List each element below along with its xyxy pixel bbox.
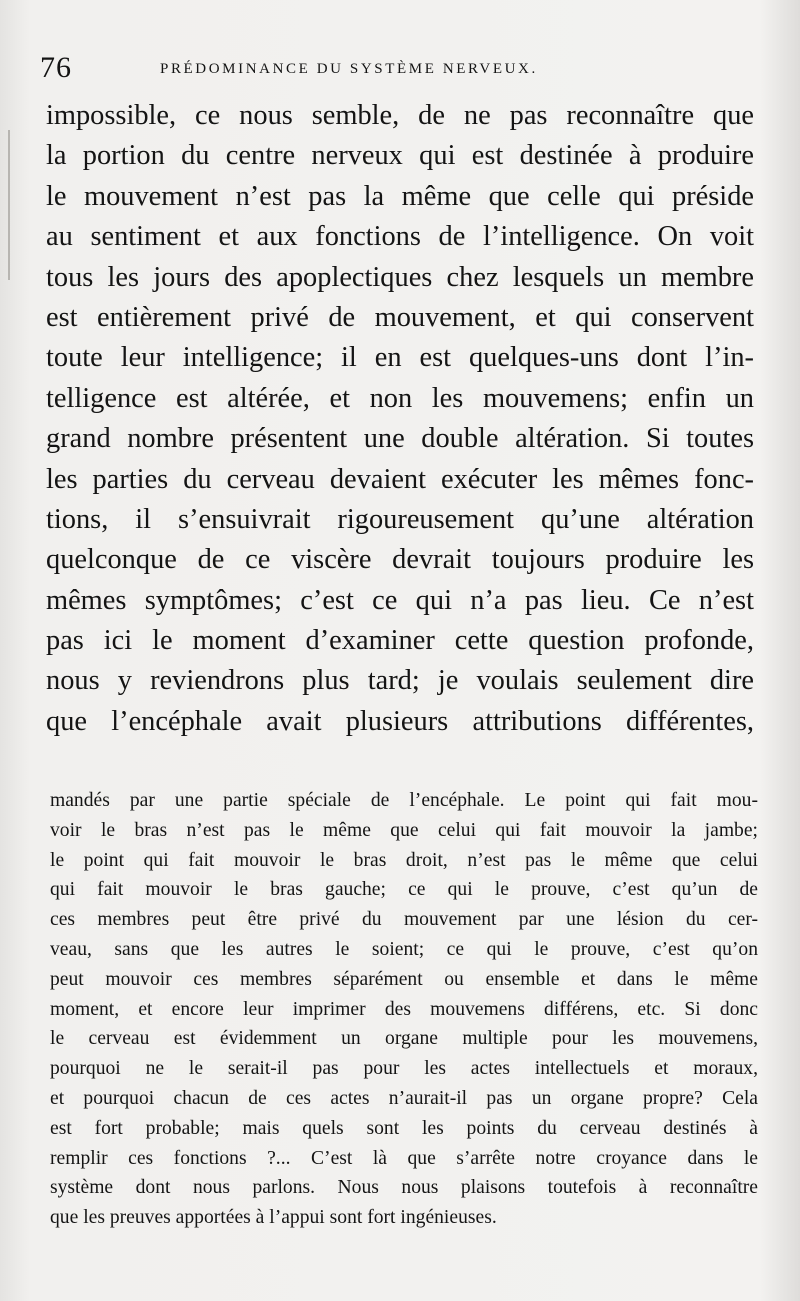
footnote-line: moment, et encore leur imprimer des mouvemens différens, etc. Si donc: [50, 998, 758, 1020]
margin-shadow: [8, 130, 10, 280]
footnote-line: le cerveau est évidemment un organe multiple pour les mouvemens,: [50, 1028, 758, 1050]
running-head: [40, 50, 740, 86]
page-number: 76: [40, 51, 72, 84]
main-text-line: grand nombre présentent une double altération. Si toutes: [46, 423, 754, 455]
footnote-line: remplir ces fonctions ?... C’est là que s’arrête notre croyance dans le: [50, 1147, 758, 1169]
footnote-line: pourquoi ne le serait-il pas pour les actes intellectuels et moraux,: [50, 1058, 758, 1080]
main-text-line: que l’encéphale avait plusieurs attributions différentes,: [46, 705, 754, 737]
footnote-line: le point qui fait mouvoir le bras droit, n’est pas le même que celui: [50, 849, 758, 871]
footnote-line: est fort probable; mais quels sont les points du cerveau destinés à: [50, 1117, 758, 1139]
running-title: PRÉDOMINANCE DU SYSTÈME NERVEUX.: [160, 61, 538, 77]
footnote-line: veau, sans que les autres le soient; ce qui le prouve, c’est qu’on: [50, 938, 758, 960]
main-text-line: toute leur intelligence; il en est quelques-uns dont l’in-: [46, 342, 754, 374]
main-text-line: mêmes symptômes; c’est ce qui n’a pas lieu. Ce n’est: [46, 584, 754, 616]
main-text-line: pas ici le moment d’examiner cette question profonde,: [46, 625, 754, 657]
footnote-line: système dont nous parlons. Nous nous plaisons toutefois à reconnaître: [50, 1177, 758, 1199]
footnote-line: voir le bras n’est pas le même que celui qui fait mouvoir la jambe;: [50, 819, 758, 841]
main-text-line: la portion du centre nerveux qui est destinée à produire: [46, 140, 754, 172]
main-text-line: nous y reviendrons plus tard; je voulais seulement dire: [46, 665, 754, 697]
main-text-line: quelconque de ce viscère devrait toujours produire les: [46, 544, 754, 576]
footnote-line: et pourquoi chacun de ces actes n’aurait-il pas un organe propre? Cela: [50, 1087, 758, 1109]
footnote-block: [50, 786, 758, 1233]
footnote-line: peut mouvoir ces membres séparément ou ensemble et dans le même: [50, 968, 758, 990]
footnote-line: ces membres peut être privé du mouvement par une lésion du cer-: [50, 909, 758, 931]
footnote-line: que les preuves apportées à l’appui sont fort ingénieuses.: [50, 1207, 497, 1229]
main-text-line: tous les jours des apoplectiques chez lesquels un membre: [46, 261, 754, 293]
main-text-line: telligence est altérée, et non les mouvemens; enfin un: [46, 382, 754, 414]
footnote-line: mandés par une partie spéciale de l’encéphale. Le point qui fait mou-: [50, 790, 758, 811]
main-text-line: est entièrement privé de mouvement, et qui conservent: [46, 301, 754, 333]
main-text-line: le mouvement n’est pas la même que celle qui préside: [46, 180, 754, 212]
main-text-line: tions, il s’ensuivrait rigoureusement qu’une altération: [46, 503, 754, 535]
main-text-block: [46, 96, 754, 742]
main-text-line: au sentiment et aux fonctions de l’intelligence. On voit: [46, 221, 754, 253]
footnote-line: qui fait mouvoir le bras gauche; ce qui le prouve, c’est qu’un de: [50, 879, 758, 901]
main-text-line: les parties du cerveau devaient exécuter les mêmes fonc-: [46, 463, 754, 495]
main-text-line: impossible, ce nous semble, de ne pas reconnaître que: [46, 100, 754, 131]
